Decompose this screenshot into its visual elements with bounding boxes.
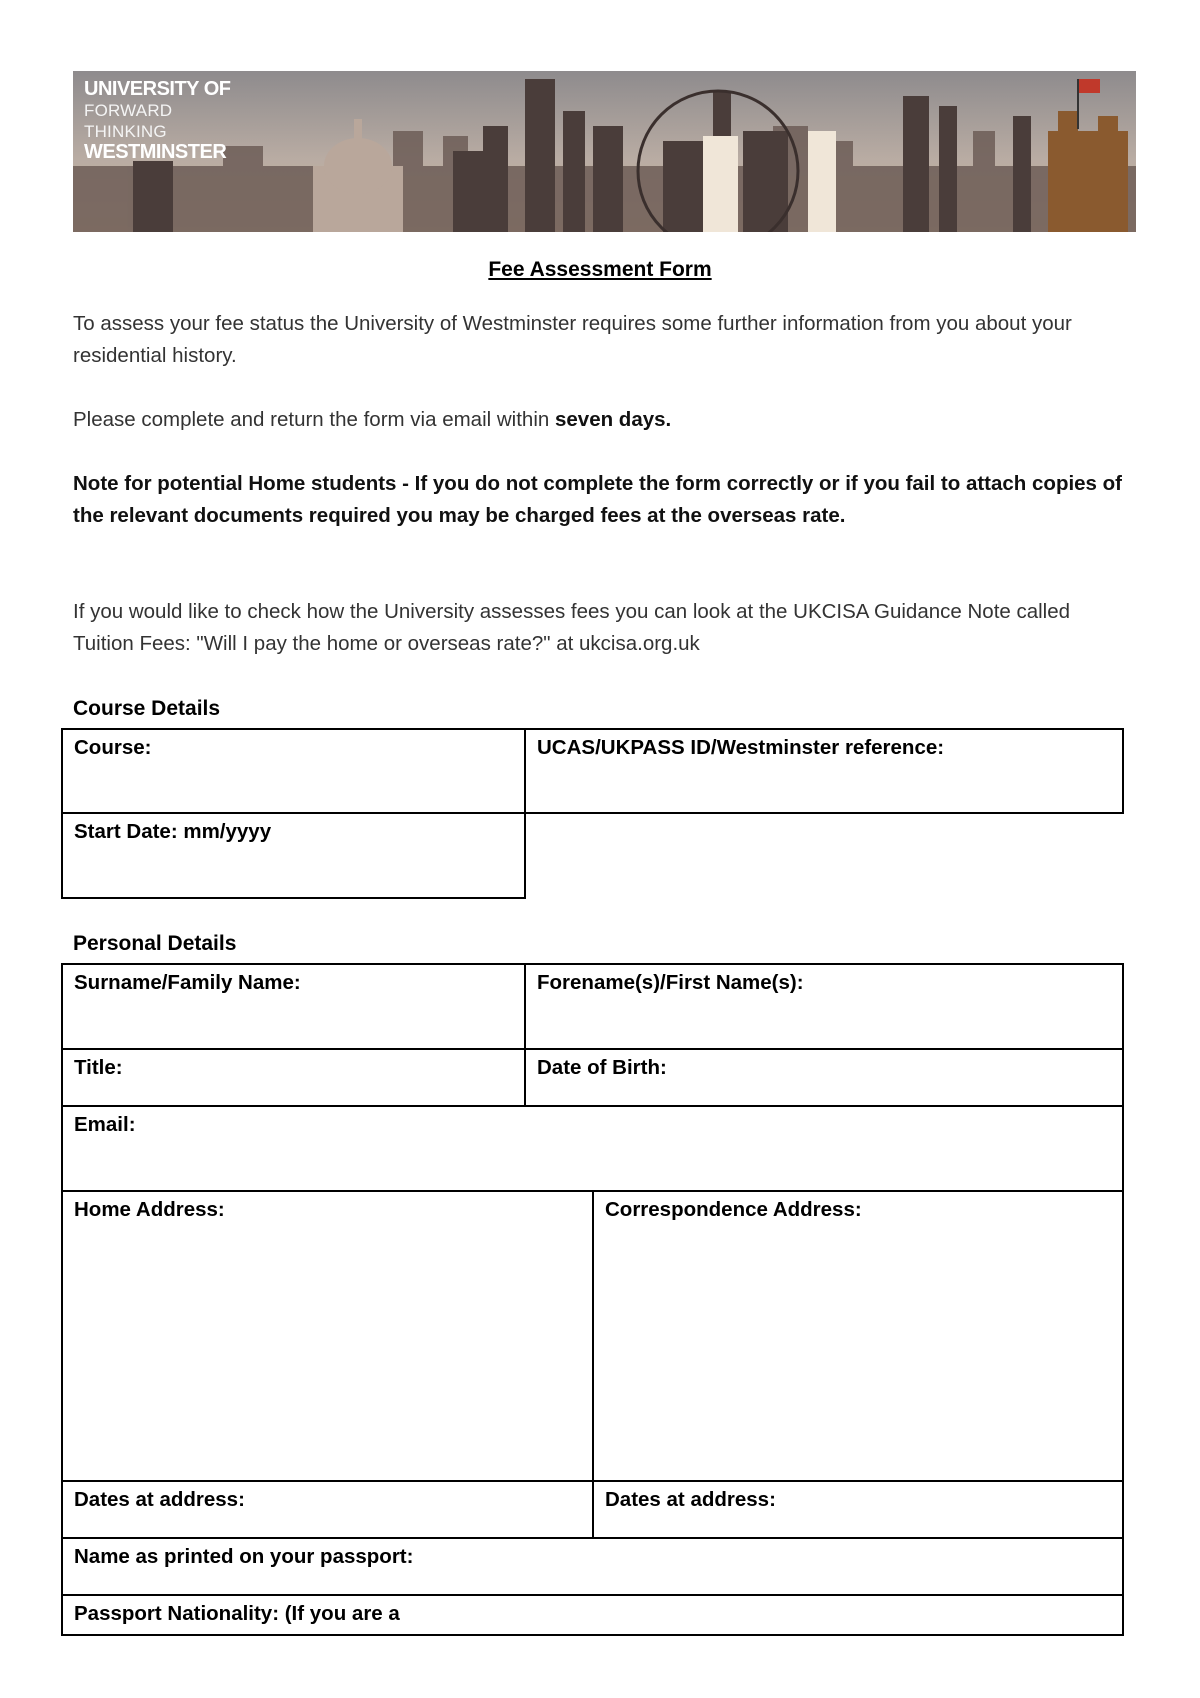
- email-field[interactable]: [61, 1105, 1124, 1192]
- correspondence-dates-label: Dates at address:: [605, 1488, 776, 1511]
- logo-line-4: WESTMINSTER: [84, 141, 227, 163]
- form-title: Fee Assessment Form: [488, 258, 712, 281]
- instruction-prefix: Please complete and return the form via email within: [73, 408, 555, 431]
- email-label: Email:: [74, 1113, 136, 1136]
- date-of-birth-field[interactable]: [524, 1048, 1124, 1107]
- home-address-label: Home Address:: [74, 1198, 225, 1221]
- reference-field[interactable]: [524, 728, 1124, 814]
- university-logo: [84, 79, 231, 163]
- passport-name-label: Name as printed on your passport:: [74, 1545, 414, 1568]
- home-address-field[interactable]: [61, 1190, 594, 1482]
- surname-field[interactable]: [61, 963, 526, 1050]
- correspondence-address-field[interactable]: [592, 1190, 1124, 1482]
- home-dates-label: Dates at address:: [74, 1488, 245, 1511]
- personal-details-heading: Personal Details: [73, 932, 237, 955]
- instruction-text: [73, 404, 1133, 436]
- start-date-label: Start Date: mm/yyyy: [74, 820, 272, 843]
- forename-field[interactable]: [524, 963, 1124, 1050]
- logo-line-3: THINKING: [84, 122, 167, 141]
- guidance-text: If you would like to check how the University assesses fees you can look at the UKCISA Guidance Note called Tuition Fees: "Will I pay the home or overseas rate?" at ukcisa.org.uk: [73, 600, 1071, 655]
- passport-name-field[interactable]: [61, 1537, 1124, 1596]
- course-label: Course:: [74, 736, 152, 759]
- course-field[interactable]: [61, 728, 526, 814]
- title-field[interactable]: [61, 1048, 526, 1107]
- date-of-birth-label: Date of Birth:: [537, 1056, 667, 1079]
- header-banner: [73, 71, 1136, 232]
- correspondence-address-label: Correspondence Address:: [605, 1198, 862, 1221]
- course-details-heading: Course Details: [73, 697, 221, 720]
- intro-text: To assess your fee status the University of Westminster requires some further information from you about your residential history.: [73, 312, 1072, 367]
- title-label: Title:: [74, 1056, 123, 1079]
- logo-line-2: FORWARD: [84, 101, 173, 120]
- surname-label: Surname/Family Name:: [74, 971, 301, 994]
- london-skyline-image: [73, 71, 1136, 232]
- home-students-note: Note for potential Home students - If you do not complete the form correctly or if you fail to attach copies of the relevant documents required you may be charged fees at the overseas rate.: [73, 472, 1123, 527]
- correspondence-dates-field[interactable]: [592, 1480, 1124, 1539]
- instruction-deadline: seven days.: [554, 408, 672, 431]
- start-date-field[interactable]: [61, 812, 526, 899]
- reference-label: UCAS/UKPASS ID/Westminster reference:: [537, 736, 945, 759]
- logo-line-1: UNIVERSITY OF: [84, 78, 231, 100]
- forename-label: Forename(s)/First Name(s):: [537, 971, 804, 994]
- passport-nationality-label: Passport Nationality: (If you are a: [74, 1602, 400, 1625]
- home-dates-field[interactable]: [61, 1480, 594, 1539]
- passport-nationality-field[interactable]: [61, 1594, 1124, 1636]
